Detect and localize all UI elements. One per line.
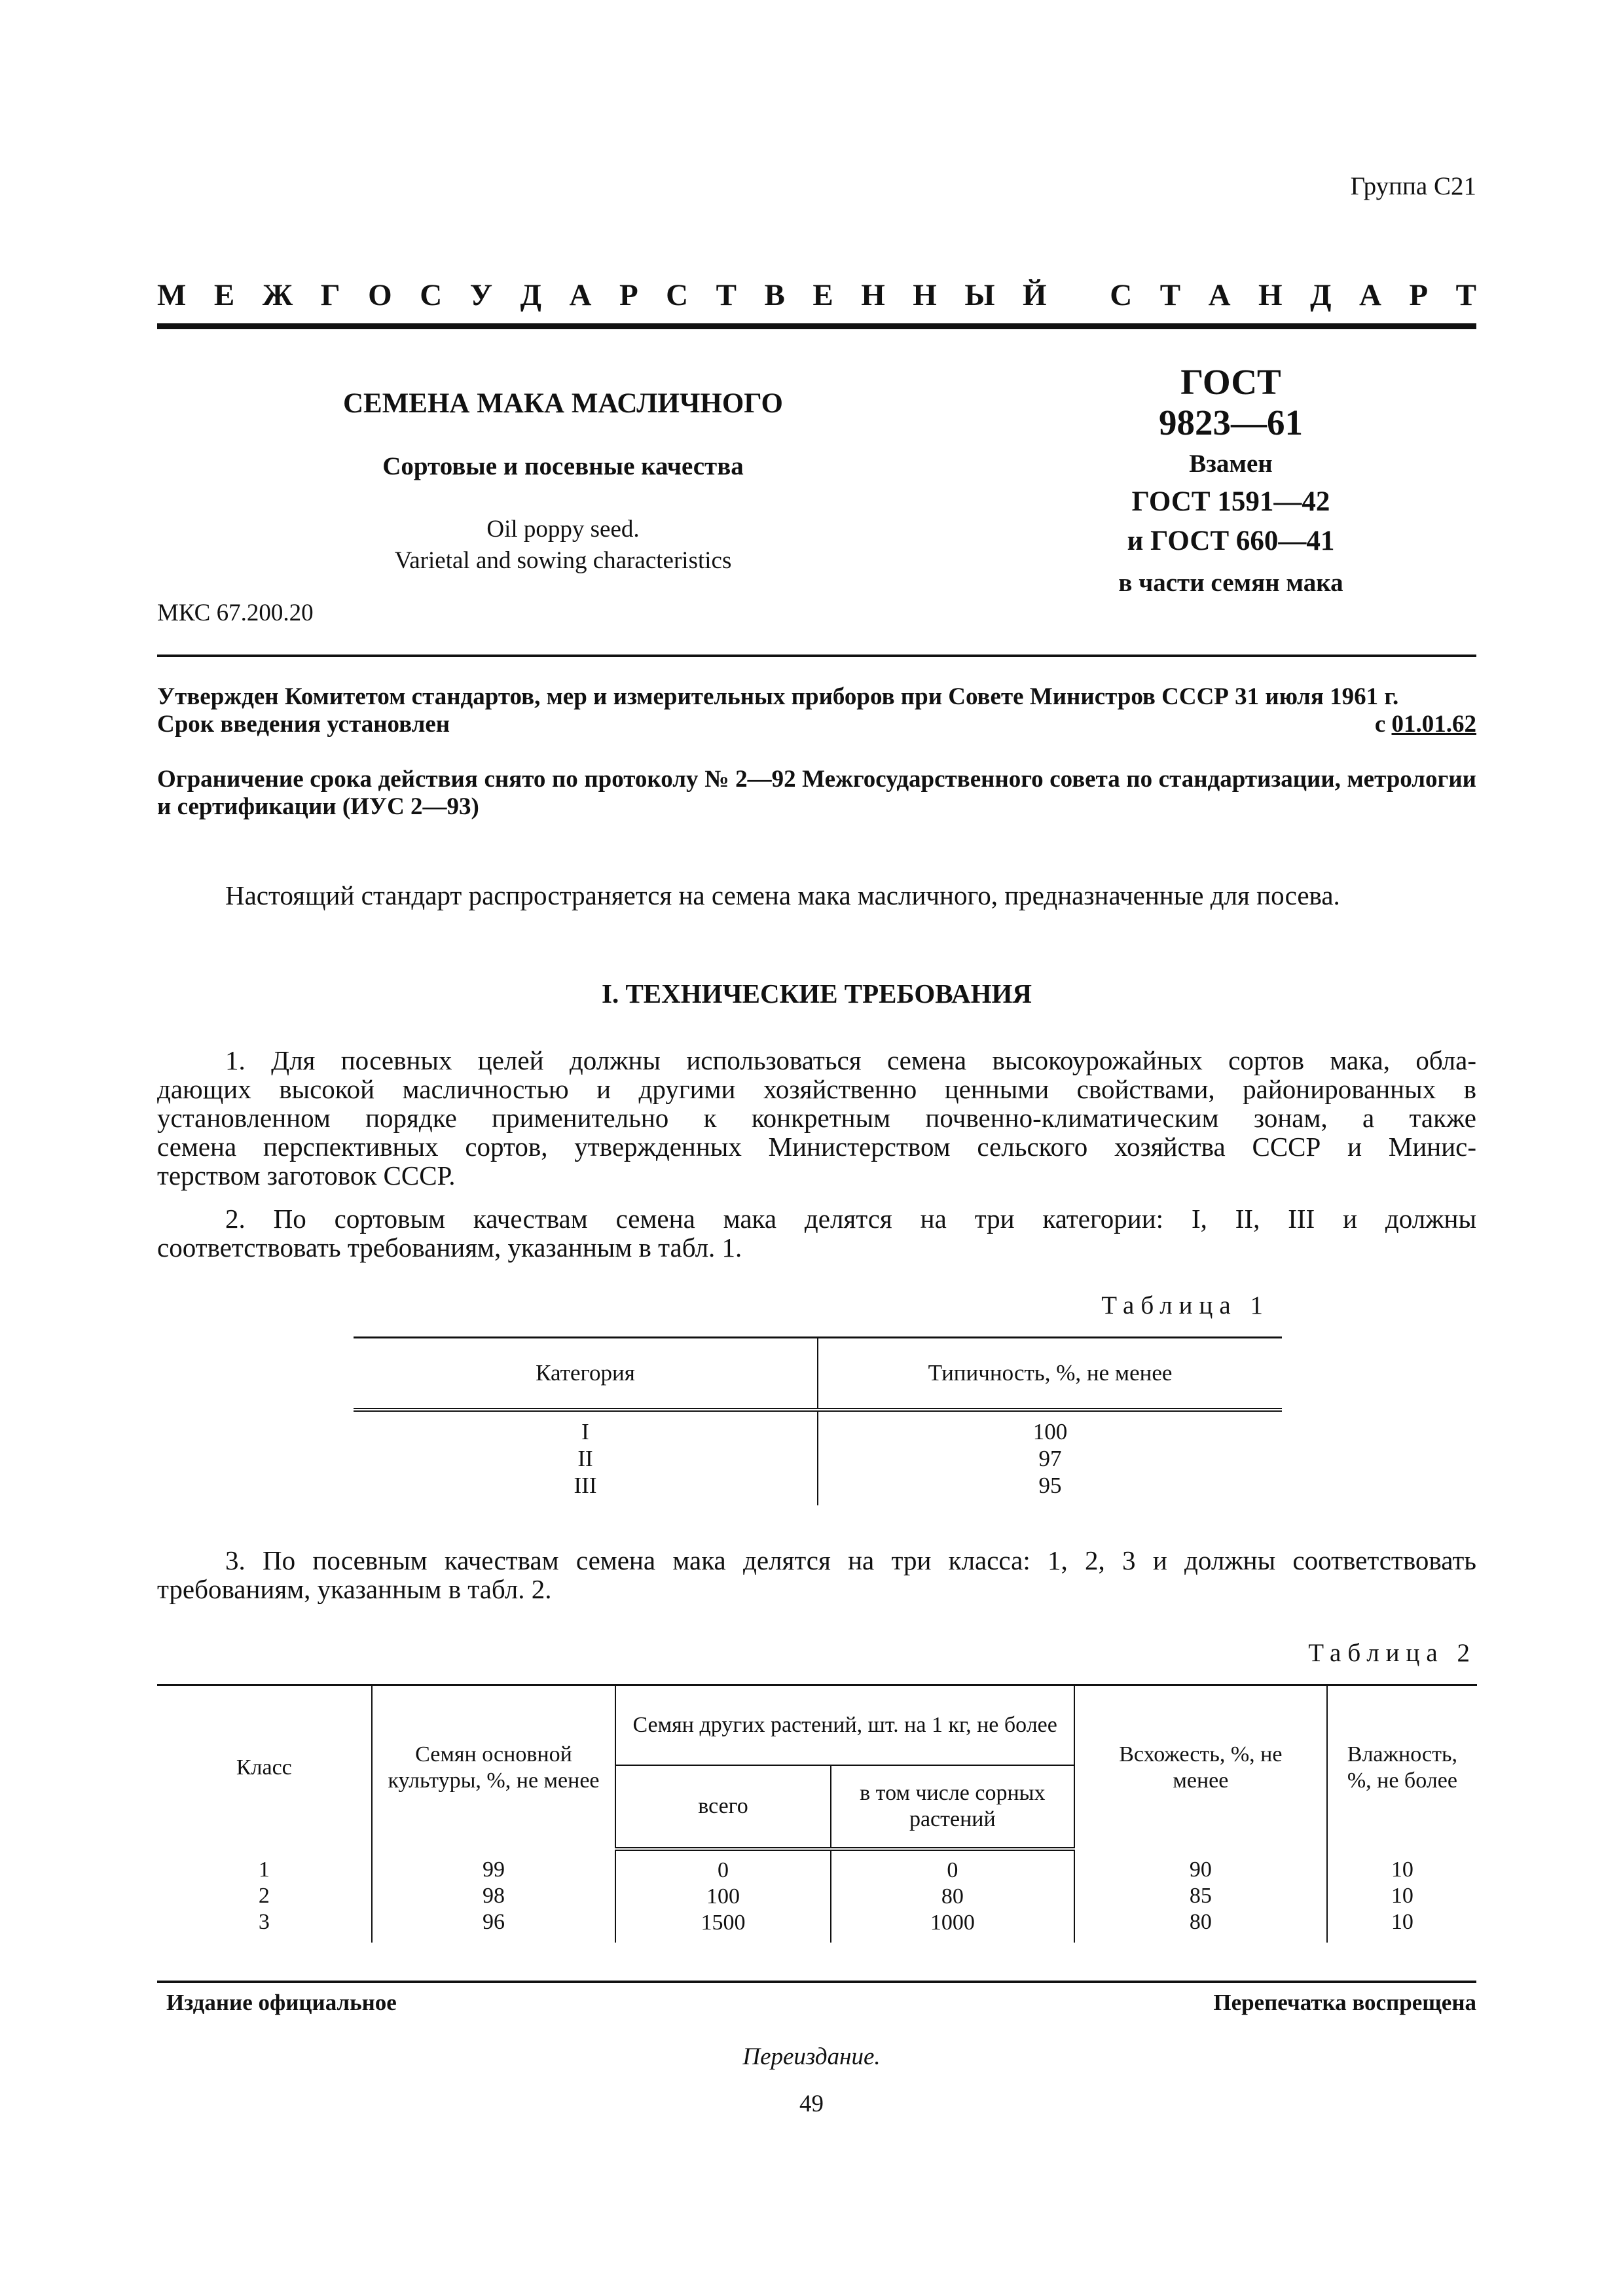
clause-2-line-2: соответствовать требованиям, указанным в табл. 1.	[157, 1232, 742, 1263]
standard-type-letter: С	[666, 278, 689, 312]
gost-label: ГОСТ	[1180, 362, 1281, 402]
standard-type-letter: А	[1359, 278, 1381, 312]
intro-date-label: Срок введения установлен	[157, 711, 450, 738]
header-rule	[157, 323, 1476, 329]
table-2-header-row-1	[157, 1685, 1477, 1766]
standard-type-letter: Т	[1455, 278, 1476, 312]
scope-paragraph: Настоящий стандарт распространяется на семена мака масличного, предназначенные для посева.	[225, 880, 1340, 910]
standard-type-letter: В	[764, 278, 785, 312]
approval-block	[157, 683, 1476, 738]
table-2-header-other-plants: Семян других растений, шт. на 1 кг, не более	[615, 1685, 1074, 1766]
standard-type-letter: Н	[1258, 278, 1283, 312]
table-1-header-typicality: Типичность, %, не менее	[818, 1338, 1282, 1410]
footer-official-edition: Издание официальное	[166, 1990, 397, 2015]
intro-date: 01.01.62	[1391, 711, 1476, 738]
standard-type-letter: С	[420, 278, 443, 312]
standard-type-letter: Т	[1159, 278, 1181, 312]
clause-1	[157, 1046, 1476, 1190]
footer-reprint-prohibited: Перепечатка воспрещена	[1213, 1990, 1476, 2015]
standard-type-letter: Г	[320, 278, 340, 312]
intro-date-row	[157, 711, 1476, 738]
table-2-col-moisture: 10 10 10	[1391, 1857, 1413, 1934]
reissue-note: Переиздание.	[742, 2043, 881, 2070]
standard-type-letter: А	[1208, 278, 1231, 312]
approval-line: Утвержден Комитетом стандартов, мер и измерительных приборов при Совете Министров СССР 31 июля 1961 г.	[157, 683, 1399, 710]
limitation-note: Ограничение срока действия снято по протоколу № 2—92 Межгосударственного совета по стандартизации, метрологии и сертификации (ИУС 2—93)	[157, 766, 1476, 820]
table-2-header-weeds: в том числе сорных растений	[831, 1765, 1074, 1849]
table-2-col-weeds: 0 80 1000	[831, 1849, 1074, 1943]
standard-type-heading	[157, 278, 1476, 313]
standard-type-letter: Ж	[262, 278, 293, 312]
table-2	[157, 1684, 1477, 1943]
clause-2-line-1: 2. По сортовым качествам семена мака делятся на три категории: I, II, III и должны	[225, 1204, 1476, 1234]
standard-type-letter: Д	[1310, 278, 1332, 312]
gost-replaced-1: ГОСТ 1591—42	[1131, 486, 1330, 517]
standard-type-letter: Д	[520, 278, 541, 312]
standard-type-letter: О	[368, 278, 392, 312]
standard-type-letter: С	[1110, 278, 1133, 312]
footer-rule	[157, 1981, 1476, 1983]
document-subtitle: Сортовые и посевные качества	[382, 452, 744, 480]
table-2-caption: Таблица 2	[1308, 1639, 1476, 1667]
english-title-line-1: Oil poppy seed.	[486, 516, 640, 543]
standard-type-letter: Н	[861, 278, 885, 312]
clause-3-line-2: требованиям, указанным в табл. 2.	[157, 1574, 552, 1604]
section-heading: I. ТЕХНИЧЕСКИЕ ТРЕБОВАНИЯ	[601, 978, 1032, 1009]
standard-type-letter: Е	[812, 278, 833, 312]
table-1-header-category: Категория	[354, 1338, 818, 1410]
table-2-header-moisture: Влажность, %, не более	[1327, 1685, 1477, 1850]
document-title-english	[314, 514, 812, 577]
clause-3-line-1: 3. По посевным качествам семена мака делятся на три класса: 1, 2, 3 и должны соответствовать	[225, 1545, 1476, 1575]
clause-1-line-1: 1. Для посевных целей должны использоваться семена высокоурожайных сортов мака, обла-	[225, 1045, 1476, 1075]
standard-type-letter: Й	[1022, 278, 1047, 312]
page-number: 49	[799, 2090, 824, 2117]
table-1-body-row	[354, 1410, 1282, 1505]
mks-code: МКС 67.200.20	[157, 600, 314, 626]
table-1	[354, 1336, 1282, 1505]
approval-rule	[157, 655, 1476, 657]
standard-type-letter: Е	[213, 278, 235, 312]
table-1-categories: I II III	[354, 1410, 818, 1505]
standard-type-letter	[1074, 278, 1082, 313]
standard-type-letter: Р	[1409, 278, 1429, 312]
document-title: СЕМЕНА МАКА МАСЛИЧНОГО	[342, 388, 784, 419]
standard-type-letter: Ы	[964, 278, 995, 312]
table-1-header-row	[354, 1338, 1282, 1410]
intro-date-prefix: с	[1374, 711, 1392, 738]
table-2-col-germination: 90 85 80	[1074, 1849, 1327, 1943]
table-2-header-main-crop: Семян основной культуры, %, не менее	[372, 1685, 616, 1850]
table-2-col-total: 0 100 1500	[615, 1849, 830, 1943]
table-1-values: 100 97 95	[1032, 1419, 1068, 1498]
group-code: Группа С21	[1350, 172, 1476, 200]
standard-type-letter: Т	[716, 278, 737, 312]
intro-date-value	[1375, 711, 1476, 738]
table-2-header-class: Класс	[157, 1685, 372, 1850]
table-2-body-row	[157, 1849, 1477, 1943]
clause-3	[157, 1546, 1476, 1604]
gost-replaced-note: в части семян мака	[1118, 569, 1343, 597]
table-2-header-germination: Всхожесть, %, не менее	[1074, 1685, 1327, 1850]
english-title-line-2: Varietal and sowing characteristics	[394, 547, 732, 574]
gost-number: 9823—61	[1159, 403, 1303, 442]
standard-type-letter: У	[469, 278, 493, 312]
clause-1-line-4: семена перспективных сортов, утвержденных Министерством сельского хозяйства СССР и Минис-	[157, 1132, 1476, 1162]
standard-type-letter: М	[157, 278, 187, 312]
clause-1-line-5: терством заготовок СССР.	[157, 1160, 456, 1191]
gost-replaced-2: и ГОСТ 660—41	[1127, 526, 1335, 556]
standard-type-letter: А	[569, 278, 592, 312]
clause-2	[157, 1204, 1476, 1262]
table-2-header-total: всего	[615, 1765, 830, 1849]
standard-type-letter: Р	[619, 278, 638, 312]
standard-type-letter: Н	[913, 278, 937, 312]
clause-1-line-3: установленном порядке применительно к конкретным почвенно-климатическим зонам, а также	[157, 1103, 1476, 1133]
gost-replaces: Взамен	[1189, 450, 1273, 478]
clause-1-line-2: дающих высокой масличностью и другими хозяйственно ценными свойствами, районированных в	[157, 1074, 1476, 1104]
table-1-caption: Таблица 1	[1101, 1291, 1269, 1319]
table-2-col-main-crop: 99 98 96	[372, 1849, 616, 1943]
table-2-col-class: 1 2 3	[157, 1849, 372, 1943]
